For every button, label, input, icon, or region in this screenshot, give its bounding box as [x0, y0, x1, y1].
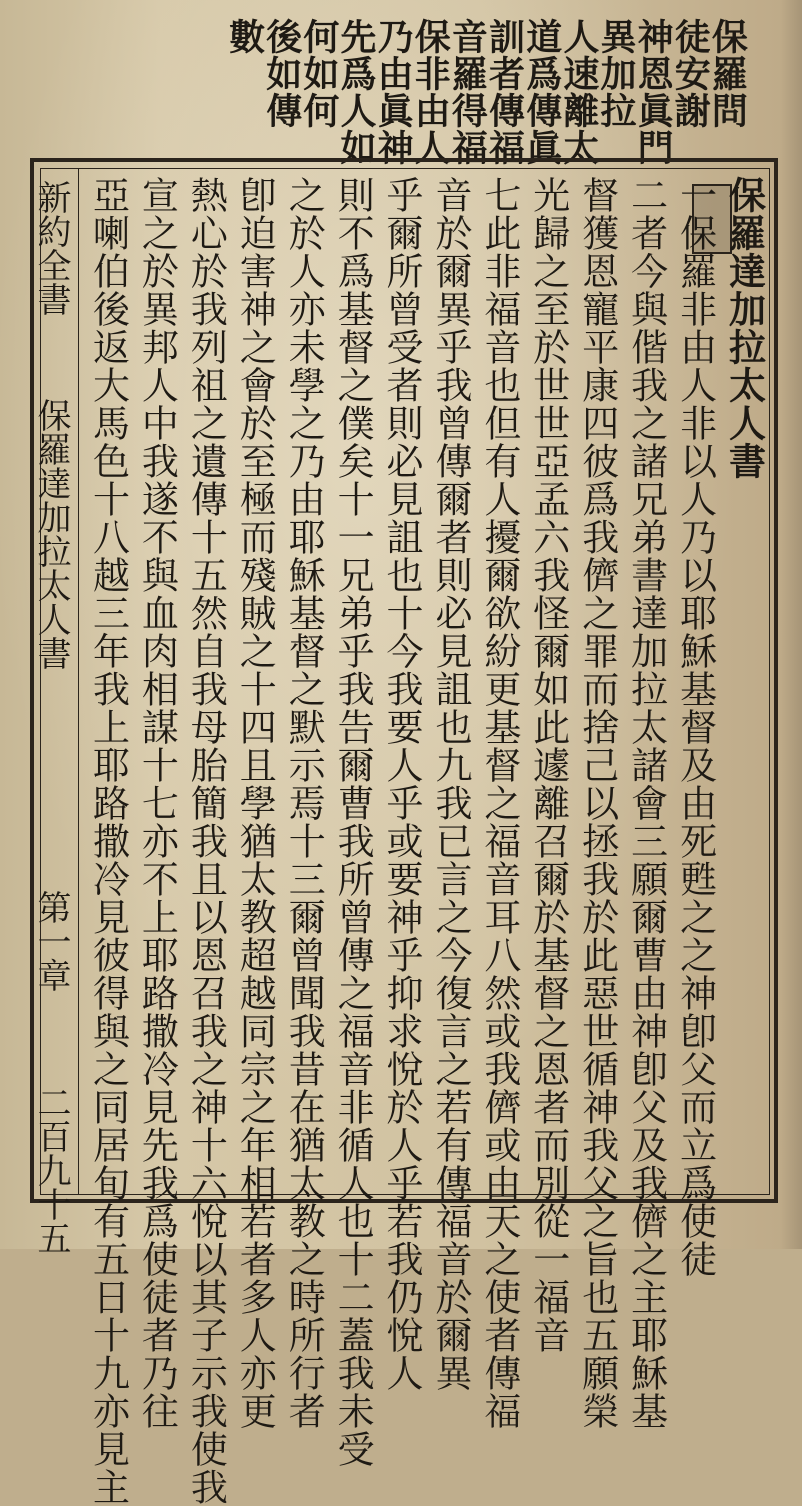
summary-text: 保羅問 [706, 18, 749, 129]
summary-column [260, 18, 303, 129]
summary-column [297, 18, 340, 129]
chapter-label: 第一章 [31, 890, 71, 992]
summary-column [409, 18, 452, 166]
summary-column [334, 18, 377, 166]
body-column [135, 176, 179, 1430]
body-line: 七此非福音也但有人擾爾欲紛更基督之福音耳八然或我儕或由天之使者傳福 [477, 176, 521, 1430]
summary-text: 何如何 [297, 18, 340, 129]
summary-text: 乃由眞神 [372, 18, 415, 166]
summary-column [632, 18, 675, 166]
body-line: 保羅達加拉太人書 [722, 176, 767, 480]
summary-text: 數 [223, 18, 266, 55]
body-line: 則不爲基督之僕矣十一兄弟乎我告爾曹我所曾傳之福音非循人也十二蓋我未受 [331, 176, 375, 1468]
summary-column [520, 18, 563, 166]
summary-column [223, 18, 266, 55]
summary-text: 徒安謝 [669, 18, 712, 129]
body-column [86, 176, 130, 1506]
summary-text: 神恩眞門 [632, 18, 675, 166]
summary-text: 道爲傳眞 [520, 18, 563, 166]
body-column [673, 176, 717, 1278]
body-line: 光歸之至於世世亞孟六我怪爾如此遽離召爾於基督之恩者而別從一福音 [526, 176, 570, 1354]
body-line: 乎爾所曾受者則必見詛也十今我要人乎或要神乎抑求悅於人乎若我仍悅人 [380, 176, 424, 1392]
summary-column [372, 18, 415, 166]
summary-column [557, 18, 600, 166]
body-line: 宣之於異邦人中我遂不與血肉相謀十七亦不上耶路撒冷見先我爲使徒者乃往 [135, 176, 179, 1430]
body-column [331, 176, 375, 1468]
body-line: 卽迫害神之會於至極而殘賊之十四且學猶太教超越同宗之年相若者多人亦更 [233, 176, 277, 1430]
body-line: 二者今與偕我之諸兄弟書達加拉太諸會三願爾曹由神卽父及我儕之主耶穌基 [624, 176, 668, 1430]
summary-column [446, 18, 489, 166]
summary-column [706, 18, 749, 129]
summary-text: 異加拉 [594, 18, 637, 129]
body-text [86, 176, 767, 1506]
body-heading [722, 176, 766, 480]
book-collection-title: 新約全書 [31, 180, 71, 316]
body-line: 熱心於我列祖之遺傳十五然自我母胎簡我且以恩召我之神十六悅以其子示我使我 [184, 176, 228, 1506]
body-line: 音於爾異乎我曾傳爾者則必見詛也九我已言之今復言之若有傳福音於爾異 [428, 176, 472, 1392]
summary-column [483, 18, 526, 166]
body-column [428, 176, 472, 1392]
body-line: 亞喇伯後返大馬色十八越三年我上耶路撒冷見彼得與之同居旬有五日十九亦見主 [86, 176, 130, 1506]
summary-text: 人速離太 [557, 18, 600, 166]
body-line: 一保羅非由人非以人乃以耶穌基督及由死甦之之神卽父而立爲使徒 [673, 176, 717, 1278]
book-title: 保羅達加拉太人書 [31, 398, 71, 670]
summary-text: 音羅得福 [446, 18, 489, 166]
body-column [233, 176, 277, 1430]
body-column [380, 176, 424, 1392]
body-line: 督獲恩寵平康四彼爲我儕之罪而捨己以拯我於此惡世循神我父之旨也五願榮 [575, 176, 619, 1430]
summary-column [669, 18, 712, 129]
summary-text: 先爲人如 [334, 18, 377, 166]
page-edge [780, 0, 802, 1249]
summary-text: 訓者傳福 [483, 18, 526, 166]
body-column [526, 176, 570, 1354]
body-column [282, 176, 326, 1430]
summary-column [594, 18, 637, 129]
running-head [30, 180, 74, 1255]
body-column [624, 176, 668, 1430]
body-column [575, 176, 619, 1430]
column-divider [78, 168, 79, 1195]
body-column [184, 176, 228, 1506]
summary-text: 後如傳 [260, 18, 303, 129]
page-number: 二百九十五 [31, 1085, 71, 1255]
body-line: 之於人亦未學之乃由耶穌基督之默示焉十三爾曾聞我昔在猶太教之時所行者 [282, 176, 326, 1430]
body-column [477, 176, 521, 1430]
summary-text: 保非由人 [409, 18, 452, 166]
chapter-summary [223, 18, 749, 166]
